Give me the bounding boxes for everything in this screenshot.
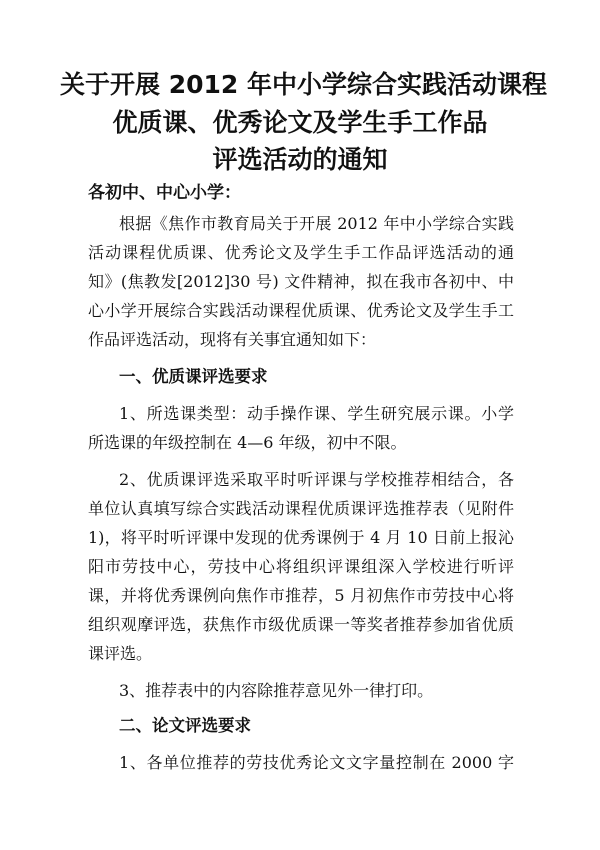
section-1-item-2-line-6: 组织观摩评选，获焦作市级优质课一等奖者推荐参加省优质	[88, 615, 514, 634]
section-2-item-1-line-1: 1、各单位推荐的劳技优秀论文文字量控制在 2000 字	[119, 753, 514, 772]
document-title-line-2: 优质课、优秀论文及学生手工作品	[112, 108, 488, 137]
document-title-line-1: 关于开展 2012 年中小学综合实践活动课程	[60, 70, 547, 99]
section-1-item-2-line-7: 课评选。	[88, 644, 153, 663]
section-1-item-2-line-4: 阳市劳技中心，劳技中心将组织评课组深入学校进行听评	[88, 557, 514, 576]
section-1-item-2-line-3: 1)，将平时听评课中发现的优秀课例于 4 月 10 日前上报沁	[88, 528, 514, 547]
section-1-heading: 一、优质课评选要求	[119, 367, 268, 386]
intro-line-3: 知》(焦教发[2012]30 号) 文件精神，拟在我市各初中、中	[88, 272, 514, 291]
section-1-item-1-line-2: 所选课的年级控制在 4—6 年级，初中不限。	[88, 433, 407, 452]
intro-line-5: 作品评选活动，现将有关事宜通知如下：	[88, 330, 377, 349]
section-2-heading: 二、论文评选要求	[119, 716, 251, 735]
section-1-item-1-line-1: 1、所选课类型：动手操作课、学生研究展示课。小学	[119, 404, 514, 423]
intro-line-2: 活动课程优质课、优秀论文及学生手工作品评选活动的通	[88, 243, 514, 262]
intro-line-1: 根据《焦作市教育局关于开展 2012 年中小学综合实践	[119, 214, 514, 233]
section-1-item-3: 3、推荐表中的内容除推荐意见外一律打印。	[119, 681, 434, 700]
document-title-line-3: 评选活动的通知	[212, 145, 388, 174]
addressee: 各初中、中心小学：	[88, 183, 241, 203]
intro-line-4: 心小学开展综合实践活动课程优质课、优秀论文及学生手工	[88, 301, 514, 320]
section-1-item-2-line-2: 单位认真填写综合实践活动课程优质课评选推荐表（见附件	[88, 499, 514, 518]
section-1-item-2-line-1: 2、优质课评选采取平时听评课与学校推荐相结合，各	[119, 470, 514, 489]
section-1-item-2-line-5: 课，并将优秀课例向焦作市推荐，5 月初焦作市劳技中心将	[88, 586, 514, 605]
